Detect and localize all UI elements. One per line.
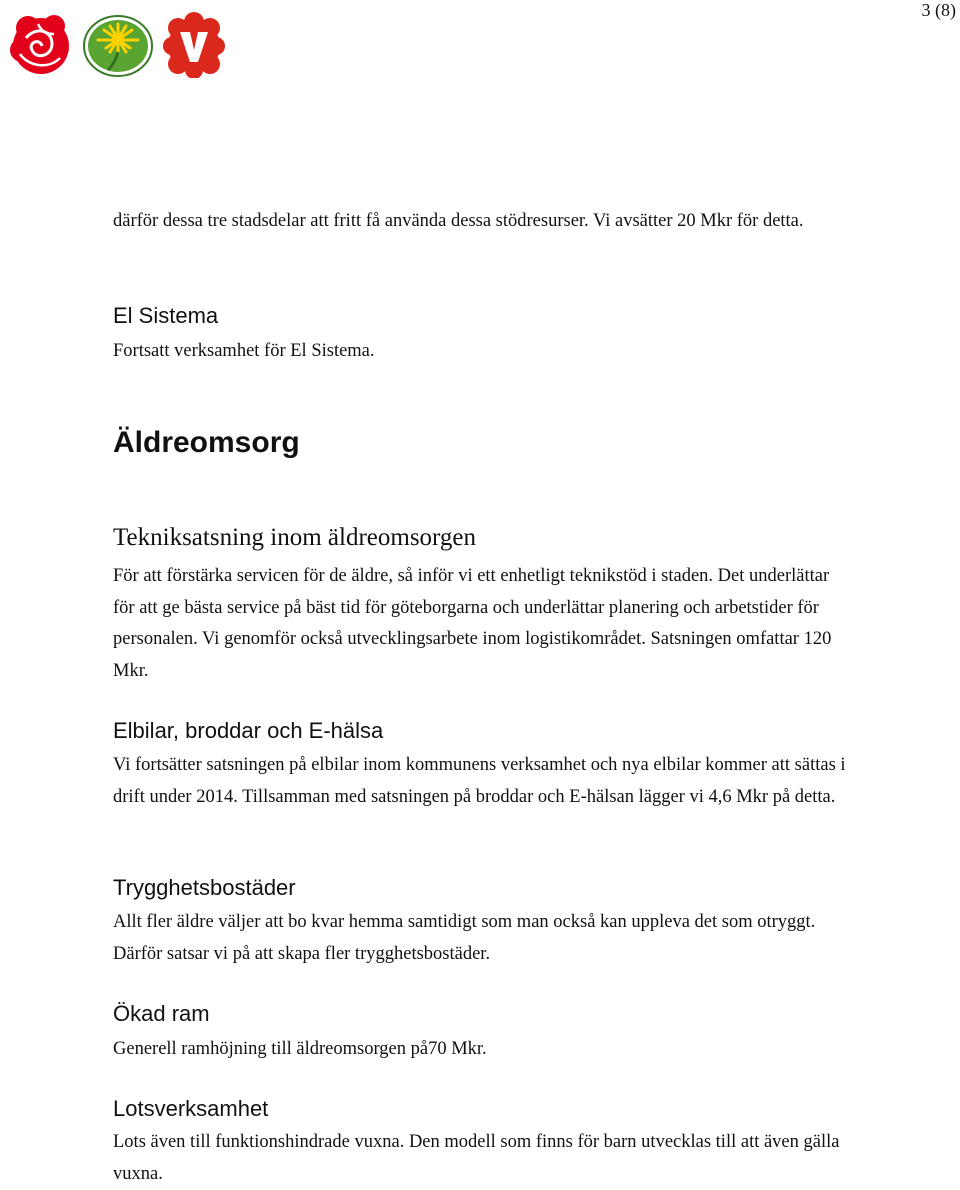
social-democrats-rose-logo <box>8 10 74 78</box>
trygghet-text: Allt fler äldre väljer att bo kvar hemma samtidigt som man också kan uppleva det som otryggt. Därför satsar vi på att skapa fler trygghetsbostäder. <box>113 912 816 964</box>
intro-paragraph: därför dessa tre stadsdelar att fritt få använda dessa stödresurser. Vi avsätter 20 Mkr för detta. <box>113 211 804 231</box>
section-title: Äldreomsorg <box>113 426 300 459</box>
okad-ram-text: Generell ramhöjning till äldreomsorgen på70 Mkr. <box>113 1039 487 1059</box>
left-party-v-logo <box>162 12 226 78</box>
elbilar-heading: Elbilar, broddar och E-hälsa <box>113 718 384 743</box>
lots-text: Lots även till funktionshindrade vuxna. Den modell som finns för barn utvecklas till att även gälla vuxna. <box>113 1132 840 1184</box>
okad-ram-heading: Ökad ram <box>113 1001 210 1026</box>
trygghet-heading: Trygghetsbostäder <box>113 875 296 900</box>
page-number: 3 (8) <box>921 0 956 20</box>
green-party-dandelion-logo <box>82 14 154 78</box>
lots-heading: Lotsverksamhet <box>113 1096 269 1121</box>
teknik-heading: Tekniksatsning inom äldreomsorgen <box>113 524 477 551</box>
el-sistema-heading: El Sistema <box>113 303 219 328</box>
teknik-text: För att förstärka servicen för de äldre, så inför vi ett enhetligt teknikstöd i staden. Det underlättar för att ge bästa service på bäst tid för göteborgarna och underlättar planering och arbetstider för personalen. Vi genomför också utvecklingsarbete inom logistikområdet. Satsningen omfattar 120 Mkr. <box>113 566 832 681</box>
el-sistema-text: Fortsatt verksamhet för El Sistema. <box>113 341 375 361</box>
elbilar-text: Vi fortsätter satsningen på elbilar inom kommunens verksamhet och nya elbilar kommer att sättas i drift under 2014. Tillsamman med satsningen på broddar och E-hälsan lägger vi 4,6 Mkr på detta. <box>113 755 846 807</box>
